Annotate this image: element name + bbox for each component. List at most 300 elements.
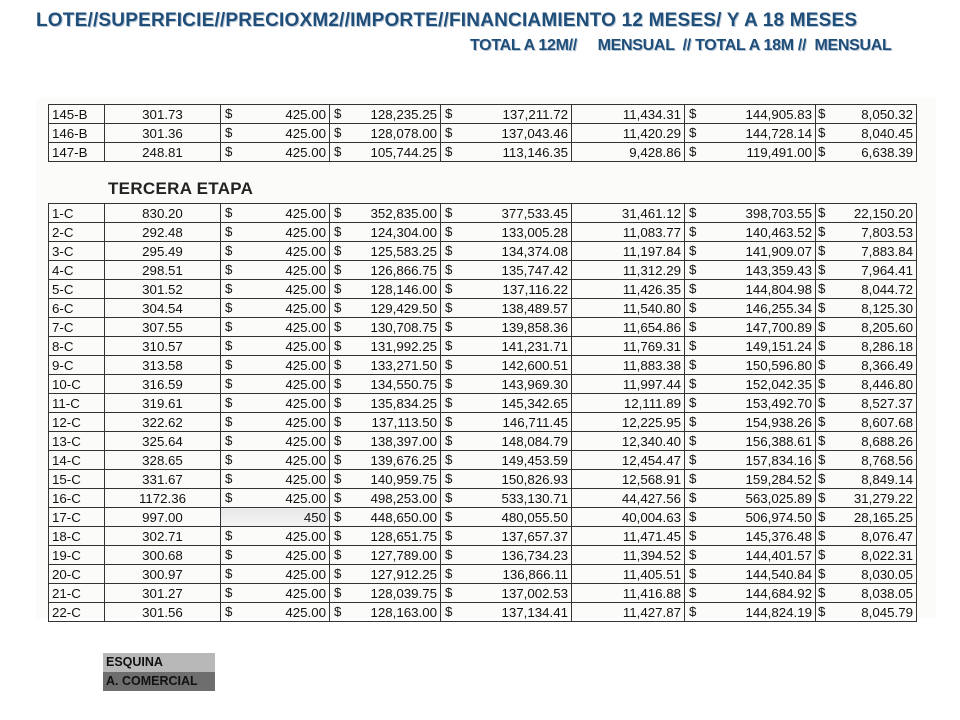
currency-symbol: $ [689, 452, 697, 467]
lote-cell [49, 584, 105, 603]
currency-symbol: $ [818, 125, 826, 140]
precio-m2-cell [221, 204, 330, 223]
legend [103, 653, 215, 691]
importe-cell [330, 470, 441, 489]
cell-value: 7,883.84 [861, 243, 913, 259]
cell-value: 113,146.35 [502, 144, 568, 160]
cell-value: 3-C [52, 243, 74, 259]
lote-cell [49, 451, 105, 470]
currency-symbol: $ [689, 144, 697, 159]
cell-value: 425.00 [285, 452, 326, 468]
cell-value: 425.00 [285, 547, 326, 563]
currency-symbol: $ [818, 338, 826, 353]
precio-m2-cell [221, 584, 330, 603]
cell-value: 425.00 [285, 338, 326, 354]
precio-m2-cell [221, 124, 330, 143]
mensual-18m-cell [816, 527, 917, 546]
cell-value: 7-C [52, 319, 74, 335]
cell-value: 150,826.93 [501, 471, 568, 487]
currency-symbol: $ [334, 125, 342, 140]
currency-symbol: $ [689, 414, 697, 429]
cell-value: 8,768.56 [861, 452, 913, 468]
currency-symbol: $ [689, 433, 697, 448]
table-row [49, 318, 917, 337]
importe-cell [330, 299, 441, 318]
currency-symbol: $ [689, 604, 697, 619]
currency-symbol: $ [225, 414, 233, 429]
lote-cell [49, 204, 105, 223]
cell-value: 11,769.31 [622, 338, 681, 354]
total-18m-cell [685, 603, 816, 622]
mensual-12m-cell [572, 143, 685, 162]
precio-m2-cell [221, 280, 330, 299]
cell-value: 10-C [52, 376, 81, 392]
cell-value: 450 [303, 509, 326, 525]
total-18m-cell [685, 394, 816, 413]
table-row [49, 508, 917, 527]
currency-symbol: $ [334, 338, 342, 353]
importe-cell [330, 204, 441, 223]
lote-cell [49, 356, 105, 375]
mensual-12m-cell [572, 394, 685, 413]
cell-value: 128,146.00 [370, 281, 437, 297]
cell-value: 12-C [52, 414, 81, 430]
cell-value: 19-C [52, 547, 81, 563]
cell-value: 425.00 [285, 144, 326, 160]
lote-cell [49, 337, 105, 356]
lote-cell [49, 565, 105, 584]
cell-value: 302.71 [142, 528, 183, 544]
currency-symbol: $ [689, 376, 697, 391]
currency-symbol: $ [445, 604, 453, 619]
currency-symbol: $ [225, 319, 233, 334]
cell-value: 331.67 [142, 471, 183, 487]
total-18m-cell [685, 470, 816, 489]
cell-value: 143,359.43 [745, 262, 812, 278]
currency-symbol: $ [689, 395, 697, 410]
currency-symbol: $ [334, 528, 342, 543]
lote-cell [49, 261, 105, 280]
table-row [49, 356, 917, 375]
cell-value: 144,684.92 [745, 585, 812, 601]
total-12m-cell [441, 318, 572, 337]
currency-symbol: $ [445, 509, 453, 524]
mensual-12m-cell [572, 432, 685, 451]
cell-value: 533,130.71 [501, 490, 568, 506]
cell-value: 31,461.12 [621, 205, 681, 221]
cell-value: 7,964.41 [861, 262, 913, 278]
cell-value: 313.58 [142, 357, 183, 373]
precio-m2-cell [221, 105, 330, 124]
mensual-18m-cell [816, 318, 917, 337]
mensual-12m-cell [572, 584, 685, 603]
currency-symbol: $ [445, 547, 453, 562]
mensual-18m-cell [816, 546, 917, 565]
currency-symbol: $ [689, 262, 697, 277]
currency-symbol: $ [225, 395, 233, 410]
cell-value: 16-C [52, 490, 81, 506]
total-12m-cell [441, 527, 572, 546]
currency-symbol: $ [334, 319, 342, 334]
lote-cell [49, 527, 105, 546]
currency-symbol: $ [445, 471, 453, 486]
total-12m-cell [441, 603, 572, 622]
cell-value: 128,235.25 [370, 106, 437, 122]
mensual-18m-cell [816, 337, 917, 356]
importe-cell [330, 508, 441, 527]
cell-value: 145,376.48 [745, 528, 812, 544]
table-row [49, 280, 917, 299]
cell-value: 139,676.25 [370, 452, 437, 468]
cell-value: 11,405.51 [622, 566, 681, 582]
cell-value: 830.20 [142, 205, 183, 221]
precio-m2-cell [221, 299, 330, 318]
currency-symbol: $ [334, 106, 342, 121]
total-12m-cell [441, 124, 572, 143]
table-row [49, 451, 917, 470]
total-12m-cell [441, 242, 572, 261]
precio-m2-cell [221, 375, 330, 394]
total-12m-cell [441, 280, 572, 299]
table-row [49, 546, 917, 565]
importe-cell [330, 124, 441, 143]
mensual-12m-cell [572, 204, 685, 223]
currency-symbol: $ [445, 243, 453, 258]
superficie-cell [105, 394, 221, 413]
currency-symbol: $ [818, 106, 826, 121]
lote-cell [49, 603, 105, 622]
currency-symbol: $ [225, 125, 233, 140]
currency-symbol: $ [445, 566, 453, 581]
total-18m-cell [685, 143, 816, 162]
table-row [49, 375, 917, 394]
importe-cell [330, 280, 441, 299]
currency-symbol: $ [225, 471, 233, 486]
currency-symbol: $ [334, 471, 342, 486]
cell-value: 11,416.88 [622, 585, 681, 601]
cell-value: 8,040.45 [861, 125, 913, 141]
importe-cell [330, 261, 441, 280]
table-row [49, 565, 917, 584]
currency-symbol: $ [445, 395, 453, 410]
importe-cell [330, 527, 441, 546]
cell-value: 425.00 [285, 528, 326, 544]
cell-value: 147,700.89 [745, 319, 812, 335]
cell-value: 11,420.29 [622, 125, 681, 141]
cell-value: 8,849.14 [861, 471, 913, 487]
superficie-cell [105, 204, 221, 223]
table-row [49, 584, 917, 603]
cell-value: 352,835.00 [370, 205, 437, 221]
cell-value: 137,657.37 [501, 528, 568, 544]
cell-value: 2-C [52, 224, 74, 240]
cell-value: 138,489.57 [501, 300, 568, 316]
cell-value: 425.00 [285, 357, 326, 373]
cell-value: 1-C [52, 205, 74, 221]
currency-symbol: $ [818, 452, 826, 467]
currency-symbol: $ [334, 144, 342, 159]
cell-value: 144,401.57 [745, 547, 812, 563]
currency-symbol: $ [445, 205, 453, 220]
total-18m-cell [685, 242, 816, 261]
cell-value: 448,650.00 [370, 509, 437, 525]
precio-m2-cell [221, 337, 330, 356]
cell-value: 137,113.50 [371, 414, 437, 430]
table-row [49, 432, 917, 451]
currency-symbol: $ [689, 338, 697, 353]
mensual-12m-cell [572, 565, 685, 584]
currency-symbol: $ [445, 414, 453, 429]
currency-symbol: $ [689, 300, 697, 315]
importe-cell [330, 565, 441, 584]
currency-symbol: $ [689, 528, 697, 543]
cell-value: 301.73 [142, 106, 183, 122]
currency-symbol: $ [334, 357, 342, 372]
mensual-18m-cell [816, 375, 917, 394]
mensual-12m-cell [572, 280, 685, 299]
total-18m-cell [685, 299, 816, 318]
table-row [49, 105, 917, 124]
currency-symbol: $ [334, 566, 342, 581]
cell-value: 425.00 [285, 243, 326, 259]
mensual-12m-cell [572, 451, 685, 470]
cell-value: 137,002.53 [501, 585, 568, 601]
cell-value: 142,600.51 [501, 357, 568, 373]
mensual-18m-cell [816, 394, 917, 413]
mensual-12m-cell [572, 124, 685, 143]
currency-symbol: $ [445, 490, 453, 505]
cell-value: 137,134.41 [501, 604, 568, 620]
currency-symbol: $ [445, 357, 453, 372]
currency-symbol: $ [818, 281, 826, 296]
precio-m2-cell [221, 527, 330, 546]
cell-value: 425.00 [285, 604, 326, 620]
total-18m-cell [685, 546, 816, 565]
cell-value: 295.49 [142, 243, 183, 259]
currency-symbol: $ [689, 357, 697, 372]
currency-symbol: $ [689, 547, 697, 562]
cell-value: 18-C [52, 528, 81, 544]
lote-cell [49, 299, 105, 318]
currency-symbol: $ [689, 243, 697, 258]
cell-value: 425.00 [285, 224, 326, 240]
precio-m2-cell [221, 565, 330, 584]
cell-value: 128,078.00 [370, 125, 437, 141]
currency-symbol: $ [334, 414, 342, 429]
total-18m-cell [685, 318, 816, 337]
importe-cell [330, 356, 441, 375]
total-18m-cell [685, 375, 816, 394]
cell-value: 153,492.70 [745, 395, 812, 411]
total-12m-cell [441, 394, 572, 413]
cell-value: 248.81 [142, 144, 183, 160]
cell-value: 129,429.50 [370, 300, 437, 316]
currency-symbol: $ [818, 205, 826, 220]
superficie-cell [105, 261, 221, 280]
currency-symbol: $ [225, 585, 233, 600]
cell-value: 425.00 [285, 566, 326, 582]
precio-m2-cell [221, 432, 330, 451]
cell-value: 480,055.50 [501, 509, 568, 525]
precio-m2-cell [221, 261, 330, 280]
cell-value: 307.55 [142, 319, 183, 335]
cell-value: 425.00 [285, 414, 326, 430]
cell-value: 40,004.63 [621, 509, 681, 525]
importe-cell [330, 318, 441, 337]
cell-value: 8,446.80 [861, 376, 913, 392]
importe-cell [330, 489, 441, 508]
cell-value: 4-C [52, 262, 74, 278]
cell-value: 11,654.86 [622, 319, 681, 335]
precio-m2-cell [221, 508, 330, 527]
cell-value: 398,703.55 [745, 205, 812, 221]
cell-value: 8,050.32 [861, 106, 913, 122]
cell-value: 144,728.14 [745, 125, 812, 141]
currency-symbol: $ [225, 433, 233, 448]
cell-value: 144,804.98 [745, 281, 812, 297]
total-18m-cell [685, 451, 816, 470]
total-18m-cell [685, 124, 816, 143]
cell-value: 128,039.75 [370, 585, 437, 601]
cell-value: 8,205.60 [861, 319, 913, 335]
cell-value: 140,959.75 [370, 471, 437, 487]
mensual-18m-cell [816, 565, 917, 584]
mensual-12m-cell [572, 546, 685, 565]
cell-value: 127,912.25 [370, 566, 437, 582]
cell-value: 328.65 [142, 452, 183, 468]
total-18m-cell [685, 413, 816, 432]
currency-symbol: $ [445, 319, 453, 334]
cell-value: 136,866.11 [502, 566, 568, 582]
superficie-cell [105, 527, 221, 546]
cell-value: 141,231.71 [501, 338, 568, 354]
currency-symbol: $ [818, 509, 826, 524]
importe-cell [330, 413, 441, 432]
cell-value: 11,312.29 [622, 262, 681, 278]
cell-value: 150,596.80 [745, 357, 812, 373]
currency-symbol: $ [334, 205, 342, 220]
cell-value: 134,374.08 [501, 243, 568, 259]
table-row [49, 223, 917, 242]
currency-symbol: $ [818, 262, 826, 277]
currency-symbol: $ [334, 243, 342, 258]
cell-value: 145,342.65 [501, 395, 568, 411]
superficie-cell [105, 299, 221, 318]
currency-symbol: $ [445, 106, 453, 121]
cell-value: 498,253.00 [370, 490, 437, 506]
currency-symbol: $ [225, 262, 233, 277]
currency-symbol: $ [689, 224, 697, 239]
cell-value: 128,163.00 [370, 604, 437, 620]
currency-symbol: $ [334, 433, 342, 448]
cell-value: 425.00 [285, 585, 326, 601]
lote-cell [49, 318, 105, 337]
mensual-12m-cell [572, 375, 685, 394]
cell-value: 140,463.52 [745, 224, 812, 240]
cell-value: 11,427.87 [622, 604, 681, 620]
cell-value: 11,083.77 [622, 224, 681, 240]
section-title: TERCERA ETAPA [108, 179, 254, 198]
cell-value: 22-C [52, 604, 81, 620]
cell-value: 11,997.44 [622, 376, 681, 392]
cell-value: 425.00 [285, 490, 326, 506]
cell-value: 146,711.45 [502, 414, 568, 430]
total-12m-cell [441, 565, 572, 584]
cell-value: 425.00 [285, 471, 326, 487]
currency-symbol: $ [334, 281, 342, 296]
currency-symbol: $ [334, 490, 342, 505]
currency-symbol: $ [445, 144, 453, 159]
currency-symbol: $ [334, 300, 342, 315]
importe-cell [330, 223, 441, 242]
currency-symbol: $ [225, 243, 233, 258]
total-18m-cell [685, 432, 816, 451]
mensual-18m-cell [816, 584, 917, 603]
mensual-12m-cell [572, 603, 685, 622]
mensual-12m-cell [572, 337, 685, 356]
cell-value: 301.56 [142, 604, 183, 620]
currency-symbol: $ [225, 528, 233, 543]
cell-value: 11,540.80 [622, 300, 681, 316]
currency-symbol: $ [445, 125, 453, 140]
currency-symbol: $ [818, 376, 826, 391]
lote-cell [49, 143, 105, 162]
cell-value: 13-C [52, 433, 81, 449]
currency-symbol: $ [225, 547, 233, 562]
importe-cell [330, 432, 441, 451]
lote-cell [49, 375, 105, 394]
cell-value: 5-C [52, 281, 74, 297]
importe-cell [330, 546, 441, 565]
cell-value: 301.27 [142, 585, 183, 601]
cell-value: 127,789.00 [370, 547, 437, 563]
currency-symbol: $ [334, 509, 342, 524]
total-12m-cell [441, 508, 572, 527]
importe-cell [330, 451, 441, 470]
cell-value: 310.57 [142, 338, 183, 354]
cell-value: 28,165.25 [853, 509, 913, 525]
cell-value: 44,427.56 [621, 490, 681, 506]
table-row [49, 299, 917, 318]
cell-value: 149,151.24 [745, 338, 812, 354]
cell-value: 12,225.95 [621, 414, 681, 430]
cell-value: 11,434.31 [622, 106, 681, 122]
total-12m-cell [441, 356, 572, 375]
cell-value: 425.00 [285, 281, 326, 297]
lote-cell [49, 223, 105, 242]
cell-value: 12,568.91 [621, 471, 681, 487]
cell-value: 11,197.84 [622, 243, 681, 259]
mensual-18m-cell [816, 143, 917, 162]
total-12m-cell [441, 451, 572, 470]
currency-symbol: $ [818, 243, 826, 258]
mensual-12m-cell [572, 470, 685, 489]
mensual-18m-cell [816, 105, 917, 124]
mensual-12m-cell [572, 527, 685, 546]
cell-value: 997.00 [142, 509, 183, 525]
cell-value: 137,211.72 [502, 106, 568, 122]
table-row [49, 603, 917, 622]
currency-symbol: $ [225, 604, 233, 619]
importe-cell [330, 603, 441, 622]
cell-value: 298.51 [142, 262, 183, 278]
importe-cell [330, 105, 441, 124]
precio-m2-cell [221, 242, 330, 261]
table-row [49, 261, 917, 280]
cell-value: 14-C [52, 452, 81, 468]
cell-value: 146,255.34 [745, 300, 812, 316]
currency-symbol: $ [818, 566, 826, 581]
